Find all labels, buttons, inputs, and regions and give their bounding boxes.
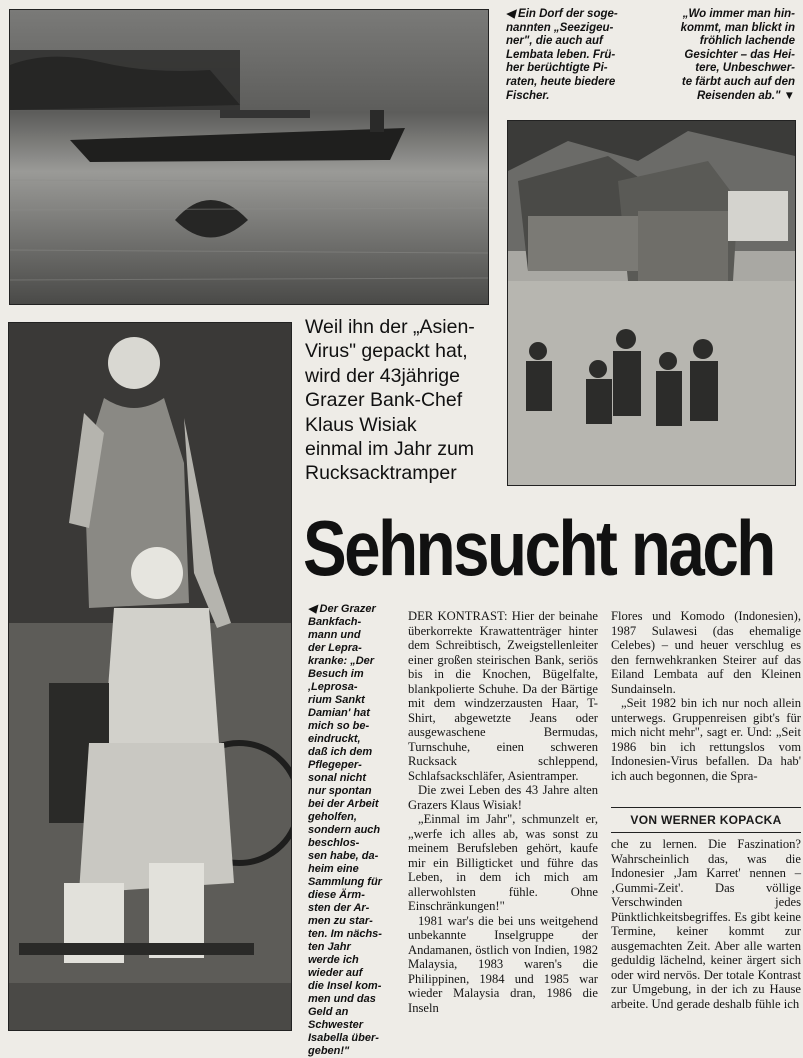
village-photo-image: [508, 121, 795, 485]
byline: VON WERNER KOPACKA: [611, 807, 801, 833]
boats-photo: [9, 9, 489, 305]
article-column-1: [408, 609, 598, 1015]
portrait-photo-image: [9, 323, 291, 1030]
article-paragraph: che zu lernen. Die Faszination? Wahrscheinlich das, was die Indonesier ‚Jam Karret' nennen – ‚Gummi-Zeit'. Das völlige Verschwinden jedes Pünktlichkeitsbegriffes. Es gibt keine Termine, keiner kommt zur ausgemachten Zeit. Aber alle warten geduldig lächelnd, keiner ärgert sich oder wird nervös. Der totale Kontrast zur Umgebung, in der ich zu Hause arbeite. Und gerade deshalb fühle ich: [611, 837, 801, 1011]
article-paragraph: 1981 war's die bei uns weitgehend unbekannte Inselgruppe der Andamanen, östlich von Indien, 1982 Malaysia, 1983 waren's die Philippinen, 1984 und 1985 war wieder Malaysia dran, 1986 die Inseln: [408, 913, 598, 1015]
article-paragraph: „Seit 1982 bin ich nur noch allein unterwegs. Gruppenreisen gibt's für mich nicht mehr", sagt er. Und: „Seit 1986 bin ich rettungslos vom Indonesien-Virus befallen. Da hab' ich auch begonnen, die Spra-: [611, 696, 801, 783]
article-paragraph: Flores und Komodo (Indonesien), 1987 Sulawesi (das ehemalige Celebes) – und heuer verschlug es den fernwehkranken Steirer auf das Eiland Lembata auf den Kleinen Sundainseln.: [611, 609, 801, 696]
article-column-2-top: [611, 609, 801, 783]
article-paragraph: Die zwei Leben des 43 Jahre alten Grazers Klaus Wisiak!: [408, 783, 598, 812]
deck-text: Weil ihn der „Asien- Virus" gepackt hat, wird der 43jährige Grazer Bank-Chef Klaus Wisiak einmal im Jahr zum Rucksacktramper: [305, 316, 475, 485]
smiles-caption: „Wo immer man hin- kommt, man blickt in fröhlich lachende Gesichter – das Hei- tere, Unbeschwer- te färbt auch auf den Reisenden ab." ▼: [680, 8, 795, 102]
village-caption: ◀ Ein Dorf der soge- nannten „Seezigeu- ner", die auch auf Lembata leben. Frü- her berüchtigte Pi- raten, heute biedere Fischer.: [506, 8, 618, 102]
article-paragraph: „Einmal im Jahr", schmunzelt er, „werfe ich alles ab, was sonst zu meinem Berufsleben gehört, kaufe mir ein Billigticket und führe das Leben, in dem ich mich am allerwohlsten fühle. Ohne Einschränkungen!": [408, 812, 598, 913]
article-paragraph: DER KONTRAST: Hier der beinahe überkorrekte Krawattenträger hinter dem Schreibtisch, Zweigstellenleiter einer großen steirischen Bank, seriös bis in die Knochen, Bügelfalte, blankpolierte Schuhe. Da der Bärtige mit dem windzerzausten Haar, T-Shirt, abgewetzte Jeans oder ausgewaschene Bermudas, Turnschuhe, einen schweren Rucksack schleppend, Schlafsackschläfer, Asientramper.: [408, 609, 598, 783]
boats-photo-image: [10, 10, 488, 304]
leprosy-caption: ◀ Der Grazer Bankfach- mann und der Lepra- kranke: „Der Besuch im ‚Leprosa- rium Sankt Damian' hat mich so be- eindruckt, daß ich dem Pflegeper- sonal nicht nur spontan bei der Arbeit geholfen, sondern auch beschlos- sen habe, da- heim eine Sammlung für diese Ärm- sten der Ar- men zu star- ten. Im nächs- ten Jahr werde ich wieder auf die Insel kom- men und das Geld an Schwester Isabella über- geben!": [308, 603, 382, 1057]
village-photo: [507, 120, 796, 486]
portrait-photo: [8, 322, 292, 1031]
headline: Sehnsucht nach: [303, 504, 774, 592]
article-column-2-bottom: [611, 837, 801, 1011]
